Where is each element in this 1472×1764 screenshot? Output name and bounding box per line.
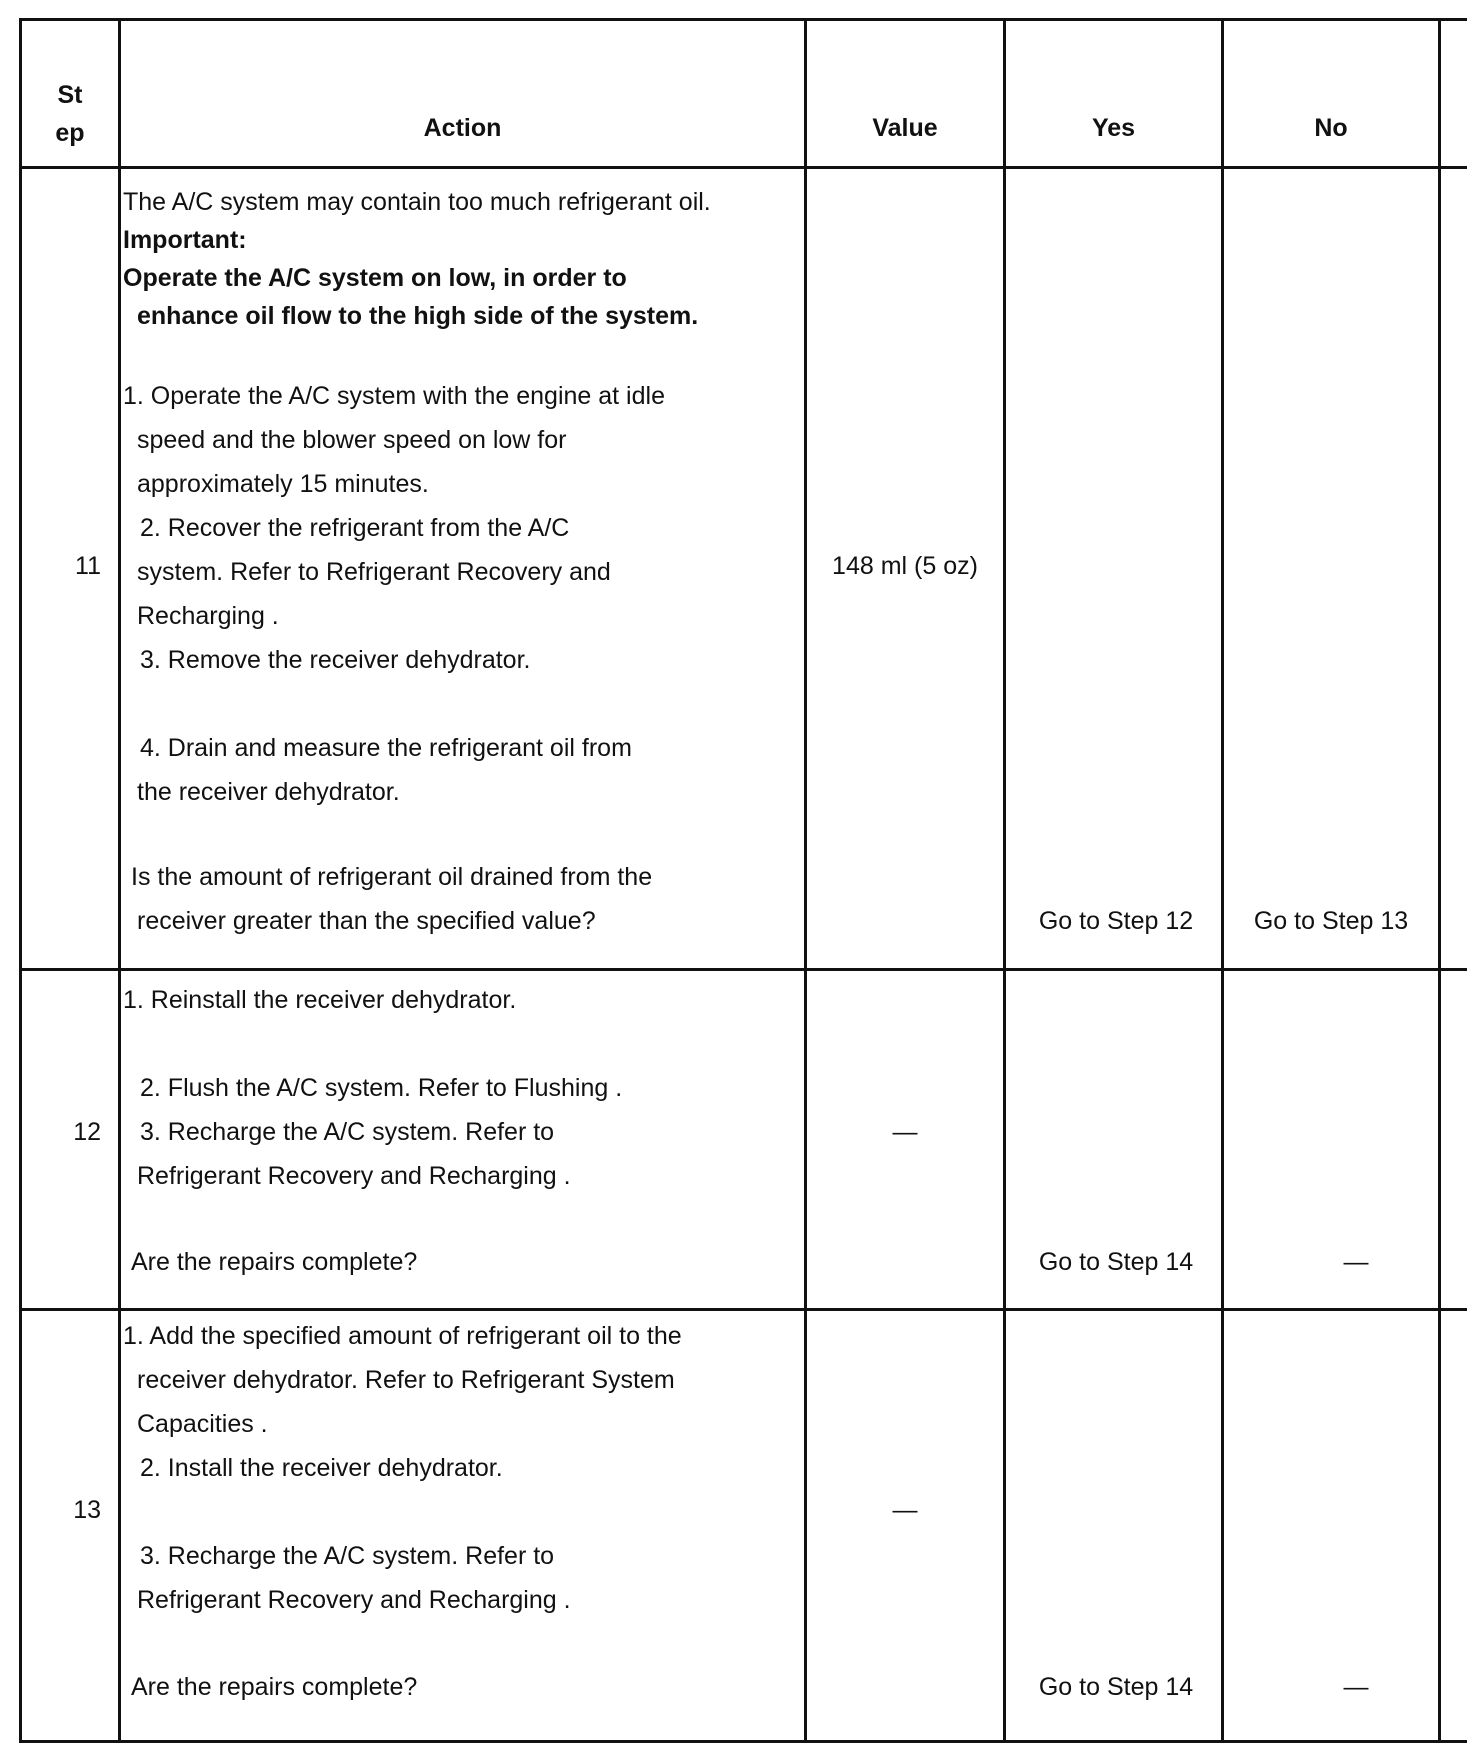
- row11-item4-line2: the receiver dehydrator.: [137, 778, 400, 806]
- col-divider-yes: [1221, 18, 1224, 1743]
- header-no: No: [1314, 114, 1348, 142]
- row12-item3-line2: Refrigerant Recovery and Recharging .: [137, 1162, 571, 1190]
- diagnostic-table: [19, 18, 1467, 1743]
- row11-question-line2: receiver greater than the specified value?: [137, 907, 596, 935]
- row11-item4-line1: 4. Drain and measure the refrigerant oil from: [140, 734, 632, 762]
- row13-item1-line1: 1. Add the specified amount of refrigerant oil to the: [123, 1322, 682, 1350]
- row11-item2-line2: system. Refer to Refrigerant Recovery and: [137, 558, 611, 586]
- row13-item3-line2: Refrigerant Recovery and Recharging .: [137, 1586, 571, 1614]
- row11-intro: The A/C system may contain too much refrigerant oil.: [123, 188, 711, 216]
- row-divider-12: [19, 1308, 1467, 1311]
- table-border-left: [19, 18, 22, 1743]
- table-border-bottom: [19, 1740, 1467, 1743]
- row11-item1-line1: 1. Operate the A/C system with the engine at idle: [123, 382, 665, 410]
- row11-item3: 3. Remove the receiver dehydrator.: [140, 646, 531, 674]
- row12-item1: 1. Reinstall the receiver dehydrator.: [123, 986, 517, 1014]
- row11-item2-line1: 2. Recover the refrigerant from the A/C: [140, 514, 570, 542]
- row11-important-line1: Operate the A/C system on low, in order to: [123, 264, 627, 292]
- row12-no: —: [1343, 1248, 1369, 1276]
- row12-question: Are the repairs complete?: [131, 1248, 418, 1276]
- col-divider-value: [1003, 18, 1006, 1743]
- row12-value: —: [892, 1118, 918, 1146]
- row11-question-line1: Is the amount of refrigerant oil drained from the: [131, 863, 653, 891]
- col-divider-action: [804, 18, 807, 1743]
- header-divider: [19, 166, 1467, 169]
- row11-item1-line2: speed and the blower speed on low for: [137, 426, 567, 454]
- step-number-13: 13: [73, 1496, 101, 1524]
- row13-question: Are the repairs complete?: [131, 1673, 418, 1701]
- row11-important-label: Important:: [123, 226, 247, 254]
- row11-value: 148 ml (5 oz): [832, 552, 978, 580]
- table-border-right: [1438, 18, 1441, 1743]
- row12-yes: Go to Step 14: [1038, 1248, 1194, 1276]
- row13-item1-line2: receiver dehydrator. Refer to Refrigerant System: [137, 1366, 675, 1394]
- row13-yes: Go to Step 14: [1038, 1673, 1194, 1701]
- row13-item1-line3: Capacities .: [137, 1410, 268, 1438]
- row13-no: —: [1343, 1673, 1369, 1701]
- row13-item2: 2. Install the receiver dehydrator.: [140, 1454, 503, 1482]
- step-number-12: 12: [73, 1118, 101, 1146]
- header-value: Value: [872, 114, 938, 142]
- row12-item3-line1: 3. Recharge the A/C system. Refer to: [140, 1118, 555, 1146]
- row11-item1-line3: approximately 15 minutes.: [137, 470, 429, 498]
- header-step: St ep: [55, 81, 85, 147]
- table-border-top: [19, 18, 1467, 21]
- row11-item2-line3: Recharging .: [137, 602, 279, 630]
- row11-yes: Go to Step 12: [1038, 907, 1194, 935]
- header-action: Action: [423, 114, 502, 142]
- row13-value: —: [892, 1496, 918, 1524]
- row-divider-11: [19, 968, 1467, 971]
- col-divider-step: [118, 18, 121, 1743]
- step-number-11: 11: [75, 552, 101, 580]
- row11-important-line2: enhance oil flow to the high side of the system.: [137, 302, 699, 330]
- row12-item2: 2. Flush the A/C system. Refer to Flushing .: [140, 1074, 623, 1102]
- row13-item3-line1: 3. Recharge the A/C system. Refer to: [140, 1542, 555, 1570]
- row11-no: Go to Step 13: [1253, 907, 1409, 935]
- header-yes: Yes: [1091, 114, 1136, 142]
